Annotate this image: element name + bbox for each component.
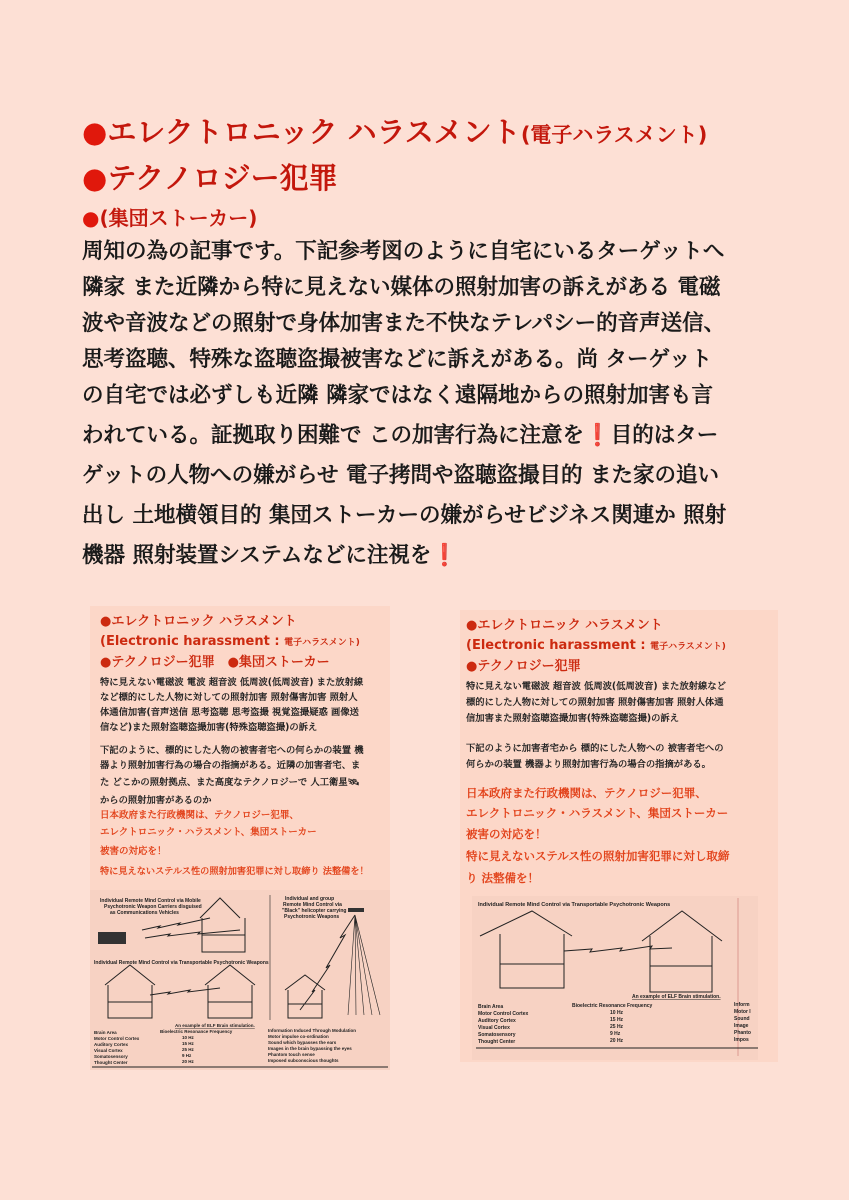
table-cell: Thought Center bbox=[478, 1039, 516, 1045]
exclamation-icon: ❗ bbox=[584, 423, 611, 448]
heading-text: テクノロジー犯罪 bbox=[107, 161, 338, 195]
house-icon bbox=[642, 911, 722, 992]
table-cell: Image bbox=[734, 1023, 749, 1029]
table-cell: Impos bbox=[734, 1037, 749, 1043]
body-line bbox=[82, 414, 782, 454]
appeal-line: 特に見えないステルス性の照射加害犯罪に対し取締り 法整備を！ bbox=[100, 866, 369, 877]
table-cell: Somatosensory bbox=[478, 1032, 516, 1038]
table-cell: Motor I bbox=[734, 1009, 751, 1015]
diagram-example-title: An example of ELF Brain stimulation. bbox=[632, 994, 721, 1000]
table-cell: Motor Control Cortex bbox=[94, 1036, 140, 1041]
helicopter-icon bbox=[348, 908, 364, 912]
diagram-caption: Individual and group bbox=[285, 896, 335, 902]
text-line: 下記のように加害者宅から 標的にした人物への 被害者宅への bbox=[466, 743, 724, 754]
table-cell: Auditory Cortex bbox=[478, 1018, 516, 1024]
table-cell: Motor Control Cortex bbox=[478, 1011, 529, 1017]
exclamation-icon: ❗ bbox=[431, 543, 459, 568]
appeal-line: エレクトロニック・ハラスメント、集団ストーカー bbox=[100, 827, 317, 838]
table-cell: Visual Cortex bbox=[94, 1048, 123, 1053]
text-line: 体通信加害(音声送信 思考盗聴 思考盗撮 視覚盗撮疑惑 画像送 bbox=[100, 707, 359, 718]
table-cell: 20 Hz bbox=[610, 1038, 624, 1044]
body-line: 出し 土地横領目的 集団ストーカーの嫌がらせビジネス関連か 照射 bbox=[82, 503, 727, 528]
table-header: Bioelectric Resonance Frequency bbox=[160, 1029, 233, 1034]
inset-heading: ●テクノロジー犯罪 bbox=[466, 659, 581, 674]
text-line: 信加害また照射盗聴盗撮加害(特殊盗聴盗撮)の訴え bbox=[466, 713, 680, 724]
heading-electronic-harassment bbox=[82, 110, 707, 151]
body-text: 機器 照射装置システムなどに注視を bbox=[82, 543, 432, 568]
heading-text: (集団ストーカー) bbox=[99, 206, 258, 230]
inset-paragraph bbox=[100, 743, 369, 808]
table-header: Brain Area bbox=[94, 1030, 117, 1035]
table-cell: 10 Hz bbox=[182, 1035, 194, 1040]
house-icon bbox=[200, 898, 245, 952]
beam-line bbox=[142, 918, 210, 930]
beam-line bbox=[145, 930, 240, 938]
table-cell: 15 Hz bbox=[182, 1041, 194, 1046]
text-line: 特に見えない電磁波 超音波 低周波(低周波音) また放射線など bbox=[466, 681, 726, 692]
body-line: 波や音波などの照射で身体加害また不快なテレパシー的音声送信、 bbox=[82, 311, 726, 336]
frequency-table bbox=[92, 1028, 388, 1067]
table-header: Inform bbox=[734, 1002, 750, 1008]
inset-heading: ●テクノロジー犯罪 ●集団ストーカー bbox=[100, 655, 330, 670]
inset-heading: ●エレクトロニック ハラスメント bbox=[100, 614, 297, 629]
heading-subtext: (電子ハラスメント) bbox=[520, 123, 708, 147]
appeal-line: 日本政府また行政機関は、テクノロジー犯罪、 bbox=[100, 810, 299, 821]
diagram-caption: Psychotronic Weapons bbox=[284, 914, 340, 920]
heading-gang-stalker bbox=[82, 202, 257, 231]
table-cell: 15 Hz bbox=[610, 1017, 624, 1023]
house-icon bbox=[105, 965, 155, 1018]
house-icon bbox=[480, 911, 572, 988]
table-header: Bioelectric Resonance Frequency bbox=[572, 1003, 653, 1009]
satellite-icon: 🛰 bbox=[347, 777, 360, 788]
beam-line bbox=[150, 988, 220, 995]
bullet: ● bbox=[82, 206, 100, 230]
appeal-line: 日本政府また行政機関は、テクノロジー犯罪、 bbox=[466, 786, 707, 800]
body-line: 思考盗聴、特殊な盗聴盗撮被害などに訴えがある。尚 ターゲット bbox=[82, 347, 713, 372]
body-line: ゲットの人物への嫌がらせ 電子拷問や盗聴盗撮目的 また家の追い bbox=[82, 463, 719, 488]
text-line: 標的にした人物に対しての照射加害 照射傷害加害 照射人体通 bbox=[466, 697, 724, 708]
table-cell: Images in the brain bypassing the eyes bbox=[268, 1046, 352, 1051]
text-line: 特に見えない電磁波 電波 超音波 低周波(低周波音) また放射線 bbox=[100, 677, 364, 688]
diagram-caption: "Black" helicopter carrying bbox=[282, 908, 347, 914]
body-line: 隣家 また近隣から特に見えない媒体の照射加害の訴えがある 電磁 bbox=[82, 275, 721, 300]
inset-heading bbox=[466, 636, 729, 657]
text-line: など標的にした人物に対しての照射加害 照射傷害加害 照射人 bbox=[100, 692, 358, 703]
inset-heading bbox=[100, 632, 369, 653]
van-icon bbox=[98, 932, 126, 944]
table-cell: 9 Hz bbox=[610, 1031, 621, 1037]
beam-line bbox=[348, 915, 380, 1015]
body-text: われている。証拠取り困難で この加害行為に注意を bbox=[82, 423, 584, 448]
table-cell: Sound bbox=[734, 1016, 750, 1022]
diagram-caption: Psychotronic Weapon Carriers disguised bbox=[104, 904, 202, 910]
body-text: 目的はター bbox=[610, 423, 719, 448]
inset-heading-en: (Electronic harassment : bbox=[100, 634, 285, 649]
table-cell: Thought Center bbox=[94, 1060, 128, 1065]
diagram-caption: Remote Mind Control via bbox=[283, 902, 342, 908]
frequency-table bbox=[476, 1002, 758, 1048]
right-reference-image bbox=[460, 610, 778, 1062]
appeal-line: り 法整備を！ bbox=[466, 871, 540, 885]
table-cell: Sound which bypasses the ears bbox=[268, 1040, 337, 1045]
body-line: の自宅では必ずしも近隣 隣家ではなく遠隔地からの照射加害も言 bbox=[82, 383, 713, 408]
text-line: からの照射加害があるのか bbox=[100, 795, 212, 806]
house-icon bbox=[205, 965, 255, 1018]
inset-paragraph bbox=[466, 741, 729, 773]
diagram-caption: as Communications Vehicles bbox=[110, 910, 179, 916]
table-cell: Auditory Cortex bbox=[94, 1042, 129, 1047]
table-cell: Somatosensory bbox=[94, 1054, 128, 1059]
table-cell: 20 Hz bbox=[182, 1059, 194, 1064]
body-line bbox=[82, 534, 782, 574]
table-cell: Visual Cortex bbox=[478, 1025, 510, 1031]
body-line: 周知の為の記事です。下記参考図のように自宅にいるターゲットへ bbox=[82, 239, 725, 264]
table-cell: Phanto bbox=[734, 1030, 751, 1036]
inset-heading-en: (Electronic harassment : bbox=[466, 638, 651, 653]
article-body bbox=[82, 234, 782, 574]
inset-paragraph bbox=[100, 675, 369, 735]
appeal-line: 被害の対応を！ bbox=[466, 827, 547, 841]
mind-control-diagram bbox=[472, 896, 758, 1060]
text-line: 下記のように、標的にした人物の被害者宅への何らかの装置 機 bbox=[100, 745, 364, 756]
beam-line bbox=[564, 946, 672, 952]
heading-technology-crime bbox=[82, 156, 338, 197]
text: た どこかの照射拠点、また高度なテクノロジーで 人工衛星 bbox=[100, 777, 348, 788]
bullet: ● bbox=[82, 115, 108, 149]
diagram-caption: Individual Remote Mind Control via Transportable Psychotronic Weapons bbox=[478, 902, 671, 908]
diagram-example-title: An example of ELF Brain stimulation. bbox=[175, 1023, 255, 1028]
diagram-caption: Individual Remote Mind Control via Transportable Psychotronic Weapons bbox=[94, 960, 269, 966]
text-line bbox=[100, 773, 369, 793]
text-line: 信など)また照射盗聴盗撮加害(特殊盗聴盗撮)の訴え bbox=[100, 722, 318, 733]
left-reference-image bbox=[90, 606, 390, 1070]
table-header: Brain Area bbox=[478, 1004, 504, 1010]
table-cell: 25 Hz bbox=[182, 1047, 194, 1052]
table-header: Information Induced Through Modulation bbox=[268, 1028, 356, 1033]
inset-heading: ●エレクトロニック ハラスメント bbox=[466, 618, 663, 633]
bullet: ● bbox=[82, 161, 108, 195]
inset-heading-jp: 電子ハラスメント) bbox=[650, 642, 726, 652]
diagram-caption: Individual Remote Mind Control via Mobile bbox=[100, 898, 201, 904]
appeal-line: エレクトロニック・ハラスメント、集団ストーカー bbox=[466, 806, 729, 820]
table-cell: Motor impulse co-ordination bbox=[268, 1034, 329, 1039]
appeal-line: 被害の対応を！ bbox=[100, 846, 167, 857]
table-cell: Imposed subconscious thoughts bbox=[268, 1058, 339, 1063]
beam-line bbox=[300, 915, 355, 1010]
table-cell: 25 Hz bbox=[610, 1024, 624, 1030]
mind-control-diagram bbox=[90, 890, 390, 1070]
text-line: 器より照射加害行為の場合の指摘がある。近隣の加害者宅、ま bbox=[100, 760, 361, 771]
text-line: 何らかの装置 機器より照射加害行為の場合の指摘がある。 bbox=[466, 759, 711, 770]
heading-text: エレクトロニック ハラスメント bbox=[107, 115, 521, 149]
table-cell: 9 Hz bbox=[182, 1053, 192, 1058]
inset-heading-jp: 電子ハラスメント) bbox=[284, 638, 360, 648]
inset-paragraph bbox=[466, 679, 729, 727]
table-cell: Phantom touch sense bbox=[268, 1052, 315, 1057]
appeal-line: 特に見えないステルス性の照射加害犯罪に対し取締 bbox=[466, 849, 730, 863]
table-cell: 10 Hz bbox=[610, 1010, 624, 1016]
